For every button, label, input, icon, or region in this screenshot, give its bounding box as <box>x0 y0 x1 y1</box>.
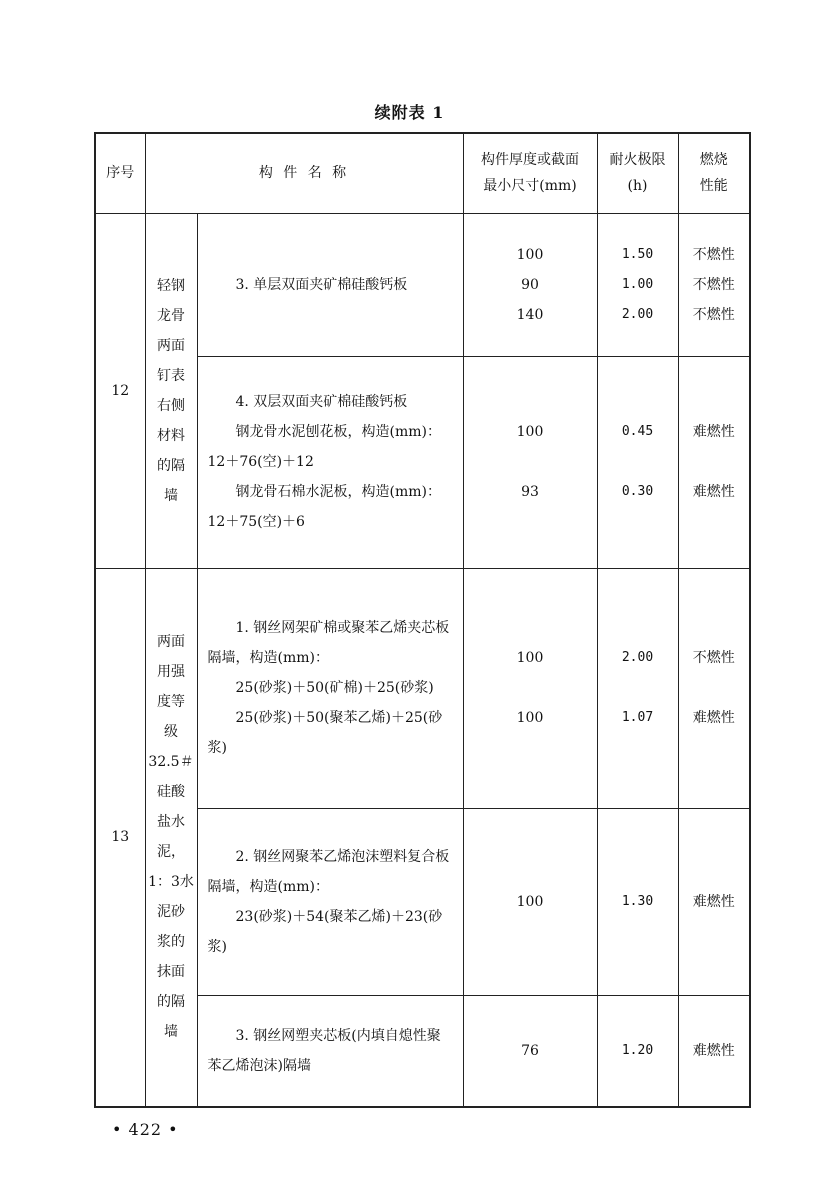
header-seq: 序号 <box>95 133 145 213</box>
fire-limit-cell: 1.20 <box>597 995 678 1107</box>
thickness-cell: 100 90 140 <box>463 213 597 356</box>
table-row <box>95 213 750 356</box>
seq-cell: 12 <box>95 213 145 568</box>
thickness-cell: 100 93 <box>463 356 597 568</box>
fire-limit-cell: 1.30 <box>597 808 678 995</box>
header-thickness: 构件厚度或截面 最小尺寸(mm) <box>463 133 597 213</box>
header-fire-limit: 耐火极限 (h) <box>597 133 678 213</box>
combustion-cell: 难燃性 难燃性 <box>678 356 750 568</box>
combustion-cell: 难燃性 <box>678 995 750 1107</box>
header-name: 构 件 名 称 <box>145 133 463 213</box>
thickness-cell: 76 <box>463 995 597 1107</box>
category-cell: 两面 用强 度等 级 32.5＃ 硅酸 盐水 泥， 1：3水 泥砂 浆的 抹面 的隔 墙 <box>145 568 197 1107</box>
fire-resistance-table <box>94 132 751 1108</box>
header-row <box>95 133 750 213</box>
fire-limit-cell: 0.45 0.30 <box>597 356 678 568</box>
combustion-cell: 难燃性 <box>678 808 750 995</box>
component-desc: 3. 钢丝网塑夹芯板(内填自熄性聚苯乙烯泡沫)隔墙 <box>197 995 463 1107</box>
component-desc: 4. 双层双面夹矿棉硅酸钙板 钢龙骨水泥刨花板，构造(mm)：12＋76(空)＋12 钢龙骨石棉水泥板，构造(mm)：12＋75(空)＋6 <box>197 356 463 568</box>
combustion-cell: 不燃性 难燃性 <box>678 568 750 808</box>
page-number: • 422 • <box>112 1120 179 1139</box>
header-combustion: 燃烧 性能 <box>678 133 750 213</box>
fire-limit-cell: 1.50 1.00 2.00 <box>597 213 678 356</box>
category-cell: 轻钢 龙骨 两面 钉表 右侧 材料 的隔 墙 <box>145 213 197 568</box>
thickness-cell: 100 <box>463 808 597 995</box>
component-desc: 1. 钢丝网架矿棉或聚苯乙烯夹芯板隔墙，构造(mm)： 25(砂浆)＋50(矿棉)＋25(砂浆) 25(砂浆)＋50(聚苯乙烯)＋25(砂浆) <box>197 568 463 808</box>
table-row <box>95 568 750 808</box>
component-desc: 3. 单层双面夹矿棉硅酸钙板 <box>197 213 463 356</box>
fire-limit-cell: 2.00 1.07 <box>597 568 678 808</box>
table-title: 续附表 1 <box>374 103 445 122</box>
component-desc: 2. 钢丝网聚苯乙烯泡沫塑料复合板隔墙，构造(mm)： 23(砂浆)＋54(聚苯乙烯)＋23(砂浆) <box>197 808 463 995</box>
combustion-cell: 不燃性 不燃性 不燃性 <box>678 213 750 356</box>
seq-cell: 13 <box>95 568 145 1107</box>
thickness-cell: 100 100 <box>463 568 597 808</box>
